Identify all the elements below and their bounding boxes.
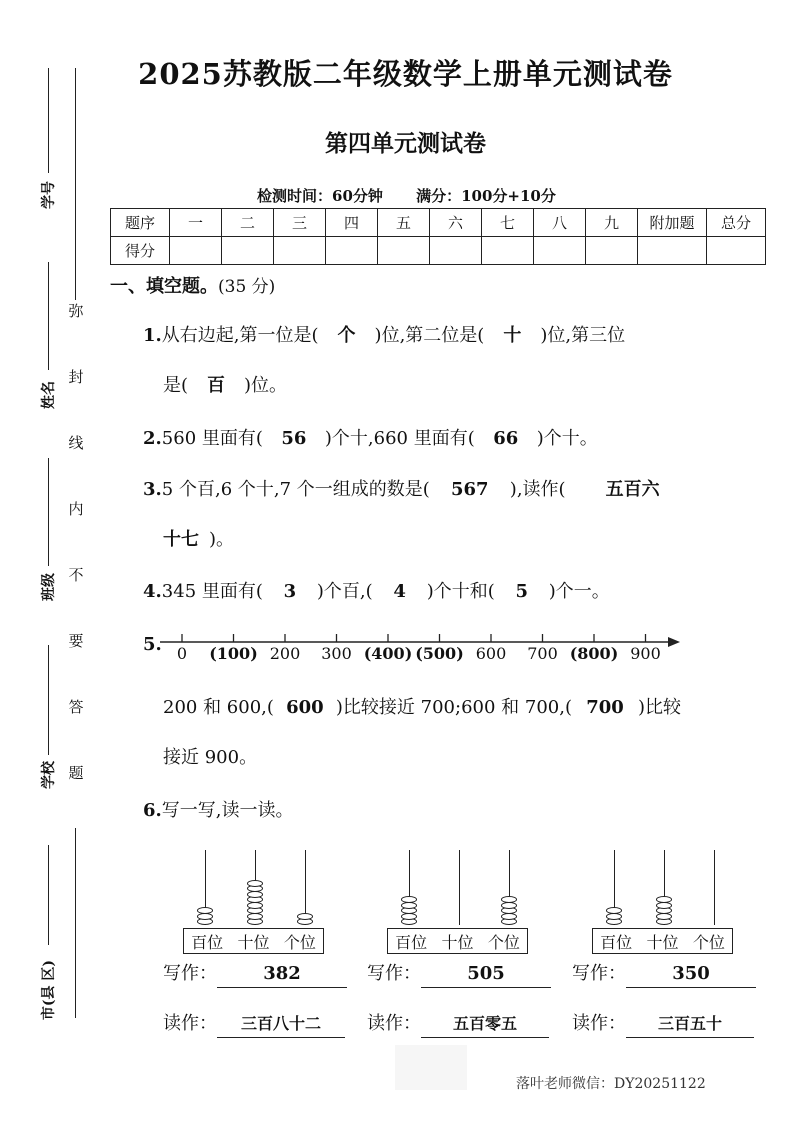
read-number: 五百零五 bbox=[421, 1011, 549, 1038]
abacus-rod bbox=[714, 850, 715, 925]
tick-label: (800) bbox=[569, 644, 619, 663]
score-table-header-row: 题序 一 二 三 四 五 六 七 八 九 附加题 总分 bbox=[111, 209, 766, 237]
page-subtitle: 第四单元测试卷 bbox=[325, 130, 486, 157]
write-row: 写作： 382 bbox=[163, 961, 347, 988]
answer: 600 bbox=[286, 697, 324, 718]
tick-label: 700 bbox=[527, 644, 558, 663]
abacus-rod bbox=[459, 850, 460, 925]
answer: 十 bbox=[503, 325, 522, 346]
answer: 百 bbox=[207, 375, 226, 396]
question-3: 3.5 个百,6 个十,7 个一组成的数是( 567 ),读作( 五百六 bbox=[143, 477, 660, 503]
question-5-line3: 接近 900。 bbox=[163, 747, 258, 768]
abacus-bead bbox=[501, 896, 517, 903]
question-6: 6.写一写,读一读。 bbox=[143, 800, 294, 821]
place-label: 个位 bbox=[692, 932, 725, 952]
number-line-ticks bbox=[182, 634, 646, 642]
place-label: 个位 bbox=[283, 932, 316, 952]
place-value-box bbox=[387, 928, 528, 954]
write-row: 写作： 505 bbox=[367, 961, 551, 988]
place-label: 十位 bbox=[646, 932, 679, 952]
question-3-line2: 十七 )。 bbox=[163, 527, 234, 553]
tick-label: (400) bbox=[363, 644, 413, 663]
question-4: 4.345 里面有( 3 )个百,( 4 )个十和( 5 )个一。 bbox=[143, 579, 610, 605]
place-label: 百位 bbox=[395, 932, 428, 952]
tick-label: 900 bbox=[630, 644, 661, 663]
read-row: 读作： 三百五十 bbox=[572, 1011, 754, 1038]
answer: 56 bbox=[281, 428, 307, 449]
question-2: 2.560 里面有( 56 )个十,660 里面有( 66 )个十。 bbox=[143, 426, 598, 452]
written-number: 382 bbox=[217, 961, 347, 988]
score-table bbox=[110, 208, 766, 265]
tick-label: (500) bbox=[415, 644, 464, 663]
number-line-labels bbox=[158, 644, 688, 668]
abacus-bead bbox=[401, 896, 417, 903]
answer: 5 bbox=[515, 581, 528, 602]
place-value-box bbox=[183, 928, 324, 954]
answer: 3 bbox=[283, 581, 297, 602]
tick-label: 300 bbox=[321, 644, 352, 663]
answer: 567 bbox=[451, 479, 489, 500]
footer-contact: 落叶老师微信：DY20251122 bbox=[516, 1076, 706, 1092]
margin-class: 班级 bbox=[41, 573, 57, 601]
abacus-bead bbox=[656, 896, 672, 903]
abacus-bead bbox=[606, 907, 622, 914]
read-number: 三百五十 bbox=[626, 1011, 754, 1038]
watermark-block bbox=[395, 1045, 467, 1090]
abacus-bead bbox=[247, 880, 263, 887]
answer: 十七 bbox=[163, 529, 199, 550]
question-1-line2: 是( 百 )位。 bbox=[163, 373, 287, 399]
written-number: 505 bbox=[421, 961, 551, 988]
exam-time: 检测时间：60分钟 bbox=[257, 187, 383, 205]
answer: 个 bbox=[337, 325, 356, 346]
question-5-num: 5. bbox=[143, 634, 162, 655]
seal-text: 弥 封 线 内 不 要 答 题 bbox=[67, 300, 85, 828]
place-value-box bbox=[592, 928, 733, 954]
margin-school: 学校 bbox=[41, 761, 57, 789]
exam-full-score: 满分：100分+10分 bbox=[416, 187, 556, 205]
margin-name: 姓名 bbox=[41, 381, 57, 409]
answer: 五百六 bbox=[605, 479, 660, 500]
place-label: 百位 bbox=[191, 932, 224, 952]
exam-info bbox=[257, 185, 584, 206]
question-5-line2: 200 和 600,( 600 )比较接近 700;600 和 700,( 700 )比较 bbox=[163, 695, 681, 721]
margin-city: 市(县 区) bbox=[41, 959, 57, 1021]
tick-label: (100) bbox=[209, 644, 258, 663]
tick-label: 200 bbox=[269, 644, 301, 663]
read-row: 读作： 五百零五 bbox=[367, 1011, 549, 1038]
answer: 700 bbox=[586, 697, 624, 718]
written-number: 350 bbox=[626, 961, 756, 988]
place-label: 个位 bbox=[487, 932, 520, 952]
place-label: 十位 bbox=[441, 932, 474, 952]
answer: 4 bbox=[393, 581, 406, 602]
question-1: 1.从右边起,第一位是( 个 )位,第二位是( 十 )位,第三位 bbox=[143, 323, 625, 349]
abacus-bead bbox=[297, 913, 313, 920]
tick-label: 0 bbox=[176, 644, 188, 663]
abacus-bead bbox=[197, 907, 213, 914]
place-label: 十位 bbox=[237, 932, 270, 952]
place-label: 百位 bbox=[600, 932, 633, 952]
score-table-score-row: 得分 bbox=[111, 237, 766, 265]
page-title: 2025苏教版二年级数学上册单元测试卷 bbox=[138, 57, 673, 91]
read-row: 读作： 三百八十二 bbox=[163, 1011, 345, 1038]
read-number: 三百八十二 bbox=[217, 1011, 345, 1038]
margin-student-no: 学号 bbox=[41, 181, 57, 209]
tick-label: 600 bbox=[475, 644, 507, 663]
answer: 66 bbox=[493, 428, 519, 449]
section-heading: 一、填空题。(35 分) bbox=[110, 276, 276, 297]
write-row: 写作： 350 bbox=[572, 961, 756, 988]
